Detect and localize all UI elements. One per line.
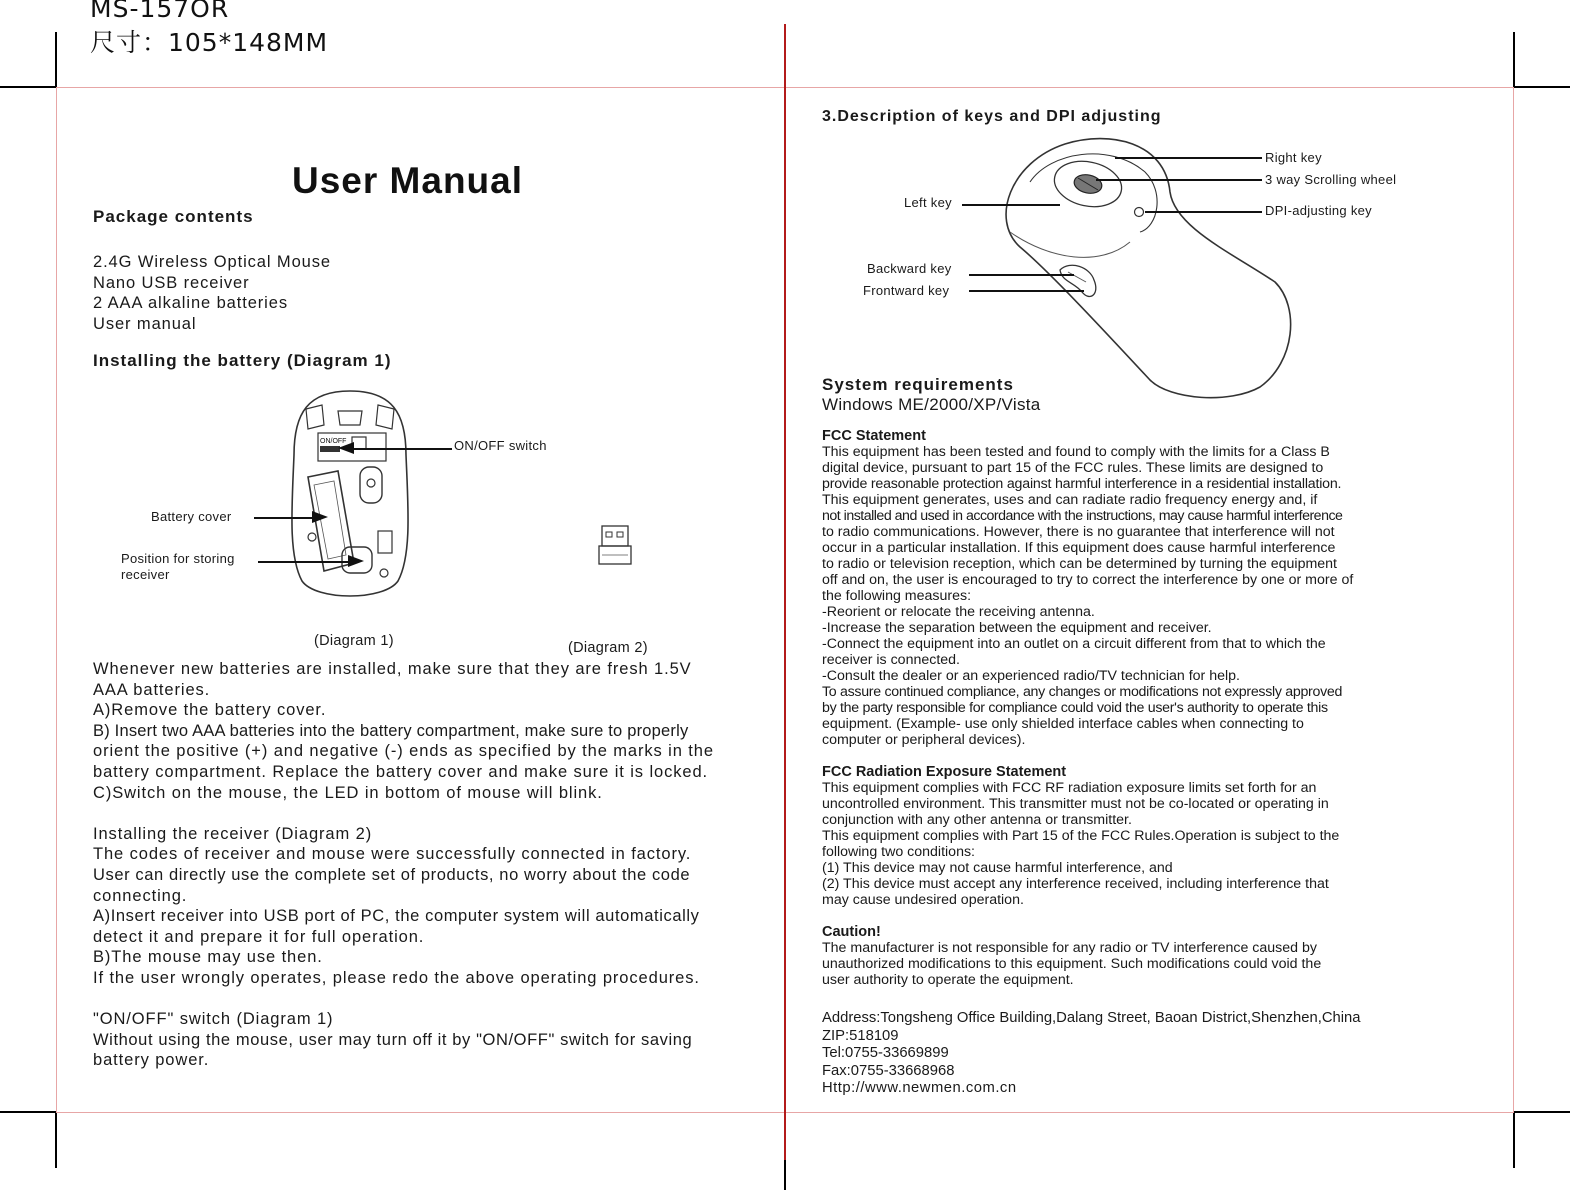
dpi-key-label: DPI-adjusting key (1265, 203, 1372, 218)
tel-line: Tel:0755-33669899 (822, 1045, 949, 1061)
crop-mark (55, 1112, 57, 1168)
text-line: the following measures: (822, 588, 972, 604)
callout-line (969, 290, 1084, 292)
callout-line (1145, 211, 1262, 213)
callout-line (1096, 179, 1262, 181)
crop-mark (0, 86, 56, 88)
trim-line (1513, 87, 1514, 1112)
text-line: -Consult the dealer or an experienced radio/TV technician for help. (822, 668, 1240, 684)
left-key-label: Left key (904, 195, 952, 210)
text-line: to radio or television reception, which can be determined by turning the equipment (822, 556, 1337, 572)
callout-line (1115, 157, 1262, 159)
text-line: uncontrolled environment. This transmitter must not be co-located or operating in (822, 796, 1329, 812)
callout-line (962, 204, 1060, 206)
text-line: off and on, the user is encouraged to try to correct the interference by one or more of (822, 572, 1354, 588)
text-line: Installing the receiver (Diagram 2) (93, 824, 373, 843)
text-line: To assure continued compliance, any changes or modifications not expressly approved (822, 684, 1343, 700)
text-line: -Reorient or relocate the receiving antenna. (822, 604, 1095, 620)
callout-line (254, 517, 314, 519)
trim-line (56, 87, 57, 1112)
arrow-icon (338, 441, 354, 455)
system-requirements (822, 375, 1041, 416)
keys-heading: 3.Description of keys and DPI adjusting (822, 108, 1162, 125)
text-line: may cause undesired operation. (822, 892, 1024, 908)
fcc-body (822, 428, 1502, 988)
text-line: Whenever new batteries are installed, make sure that they are fresh 1.5V (93, 660, 692, 678)
right-key-label: Right key (1265, 150, 1322, 165)
text-line: (2) This device must accept any interference received, including interference that (822, 876, 1329, 892)
fax-line: Fax:0755-33668968 (822, 1062, 955, 1079)
text-line: by the party responsible for compliance could void the user's authority to operate this (822, 700, 1328, 716)
zip-line: ZIP:518109 (822, 1027, 899, 1044)
address-line: Address:Tongsheng Office Building,Dalang Street, Baoan District,Shenzhen,China (822, 1010, 1361, 1026)
text-line: unauthorized modifications to this equipment. Such modifications could void the (822, 956, 1322, 972)
callout-line (969, 274, 1074, 276)
text-line: AAA batteries. (93, 680, 211, 699)
arrow-icon (348, 554, 364, 568)
text-line: B) Insert two AAA batteries into the battery compartment, make sure to properly (93, 721, 689, 740)
text-line: equipment. (Example- use only shielded interface cables when connecting to (822, 716, 1304, 732)
arrow-icon (312, 510, 328, 524)
crop-mark (1514, 86, 1570, 88)
package-item: 2 AAA alkaline batteries (93, 294, 288, 313)
text-line: This equipment generates, uses and can radiate radio frequency energy and, if (822, 492, 1318, 508)
on-off-switch-label: ON/OFF switch (454, 438, 547, 453)
text-line: A)Insert receiver into USB port of PC, the computer system will automatically (93, 907, 700, 926)
package-section (93, 207, 773, 334)
storing-position-label: Position for storing (121, 551, 235, 566)
text-line: occur in a particular installation. If this equipment does cause harmful interference (822, 540, 1336, 556)
text-line: receiver is connected. (822, 652, 961, 668)
mouse-top-diagram (990, 132, 1300, 402)
crop-mark (1513, 32, 1515, 88)
text-line: This equipment complies with Part 15 of the FCC Rules.Operation is subject to the (822, 828, 1340, 844)
text-line: User can directly use the complete set of products, no worry about the code (93, 865, 691, 884)
text-line: Without using the mouse, user may turn off it by "ON/OFF" switch for saving (93, 1030, 693, 1049)
text-line: (1) This device may not cause harmful interference, and (822, 860, 1173, 876)
usb-receiver-diagram (596, 522, 634, 568)
sysreq-heading: System requirements (822, 375, 1014, 394)
package-item: Nano USB receiver (93, 273, 250, 292)
text-line: battery power. (93, 1051, 210, 1070)
text-line: digital device, pursuant to part 15 of the FCC rules. These limits are designed to (822, 460, 1324, 476)
text-line: B)The mouse may use then. (93, 948, 323, 967)
radiation-heading: FCC Radiation Exposure Statement (822, 764, 1067, 780)
website-line: Http://www.newmen.com.cn (822, 1080, 1017, 1096)
text-line: connecting. (93, 886, 188, 905)
frontward-key-label: Frontward key (863, 283, 950, 298)
text-line: The manufacturer is not responsible for any radio or TV interference caused by (822, 940, 1317, 956)
text-line: to radio communications. However, there is no guarantee that interference will not (822, 524, 1335, 540)
text-line: The codes of receiver and mouse were successfully connected in factory. (93, 845, 692, 864)
text-line: A)Remove the battery cover. (93, 701, 327, 720)
contact-info (822, 1010, 1502, 1098)
package-item: User manual (93, 314, 197, 333)
backward-key-label: Backward key (867, 261, 952, 276)
scroll-wheel-label: 3 way Scrolling wheel (1265, 172, 1397, 187)
callout-line (350, 448, 452, 450)
package-heading: Package contents (93, 207, 254, 226)
fold-line (784, 24, 786, 1160)
battery-heading: Installing the battery (Diagram 1) (93, 351, 392, 370)
crop-mark (1513, 1112, 1515, 1168)
text-line: If the user wrongly operates, please redo the above operating procedures. (93, 968, 700, 987)
text-line: computer or peripheral devices). (822, 732, 1026, 748)
text-line: not installed and used in accordance with the instructions, may cause harmful interference (822, 508, 1343, 524)
text-line: -Connect the equipment into an outlet on a circuit different from that to which the (822, 636, 1326, 652)
text-line: "ON/OFF" switch (Diagram 1) (93, 1010, 334, 1029)
crop-mark (1514, 1111, 1570, 1113)
crop-mark (0, 1111, 56, 1113)
text-line: detect it and prepare it for full operation. (93, 927, 425, 946)
size-spec: 尺寸：105*148MM (90, 28, 329, 57)
package-item: 2.4G Wireless Optical Mouse (93, 253, 331, 271)
text-line: user authority to operate the equipment. (822, 972, 1074, 988)
callout-line (258, 561, 350, 563)
text-line: following two conditions: (822, 844, 975, 860)
storing-position-label-2: receiver (121, 567, 170, 582)
model-number: MS-157OR (90, 0, 230, 23)
text-line: This equipment has been tested and found to comply with the limits for a Class B (822, 444, 1330, 460)
switch-mark: ON/OFF (320, 438, 347, 445)
crop-mark (784, 1160, 786, 1190)
diagram-1-caption: (Diagram 1) (314, 633, 394, 649)
text-line: battery compartment. Replace the battery cover and make sure it is locked. (93, 762, 709, 781)
text-line: C)Switch on the mouse, the LED in bottom of mouse will blink. (93, 783, 603, 802)
text-line: -Increase the separation between the equipment and receiver. (822, 620, 1212, 636)
text-line: orient the positive (+) and negative (-) ends as specified by the marks in the (93, 742, 714, 761)
text-line: This equipment complies with FCC RF radiation exposure limits set forth for an (822, 780, 1317, 796)
caution-heading: Caution! (822, 924, 881, 940)
battery-cover-label: Battery cover (151, 509, 232, 524)
page-title: User Manual (292, 160, 524, 201)
mouse-bottom-diagram (280, 385, 420, 607)
text-line: provide reasonable protection against harmful interference in a residential installation. (822, 476, 1342, 492)
fcc-heading: FCC Statement (822, 428, 926, 444)
text-line: conjunction with any other antenna or transmitter. (822, 812, 1132, 828)
sysreq-value: Windows ME/2000/XP/Vista (822, 395, 1041, 414)
instructions-body (93, 659, 773, 1071)
crop-mark (55, 32, 57, 88)
diagram-2-caption: (Diagram 2) (568, 640, 648, 656)
